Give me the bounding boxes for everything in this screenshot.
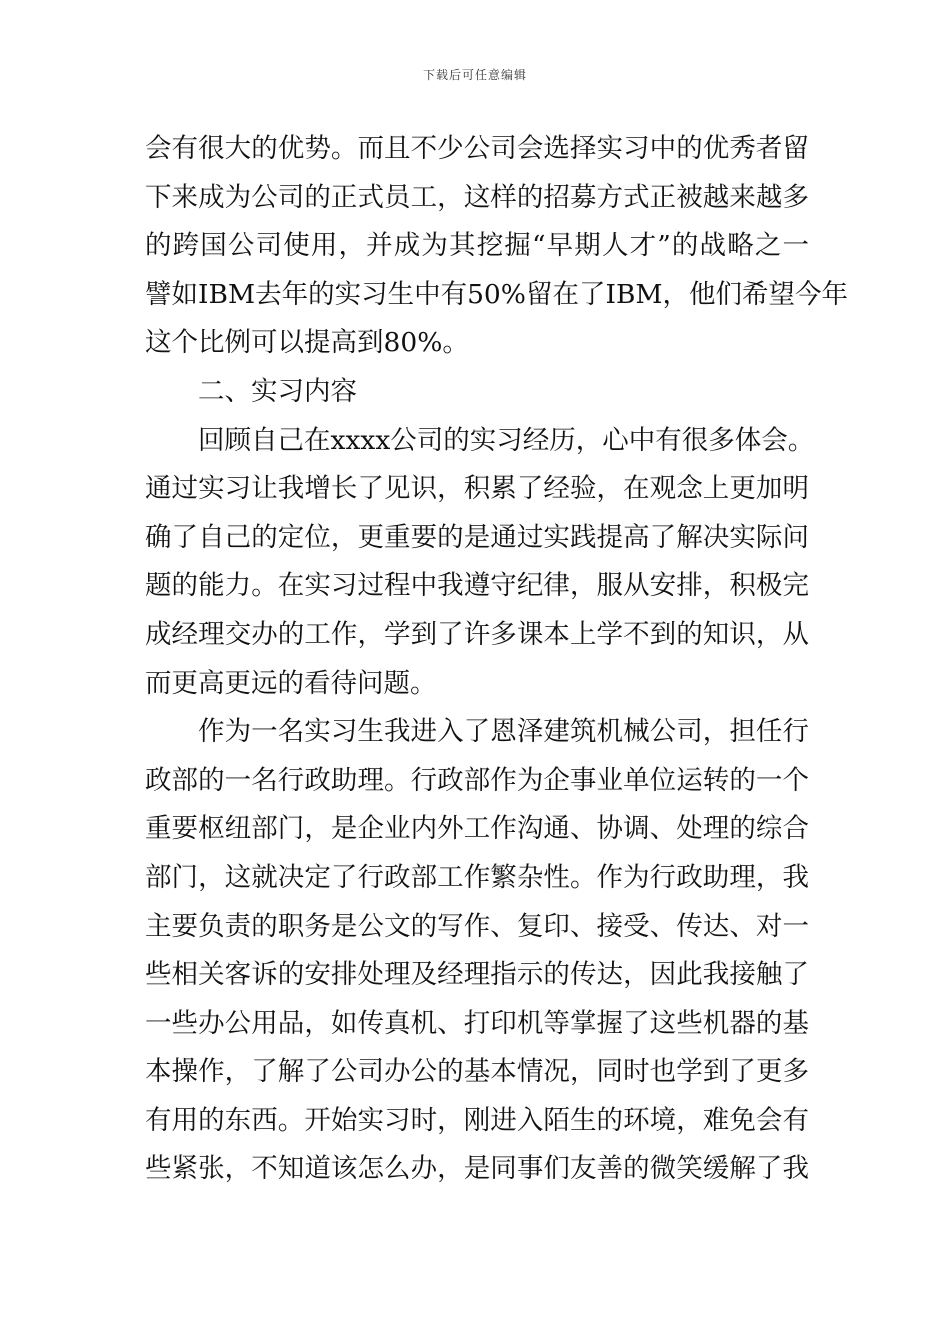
text-line: 重要枢纽部门，是企业内外工作沟通、协调、处理的综合 <box>145 813 809 845</box>
text-line: 通过实习让我增长了见识，积累了经验，在观念上更加明 <box>145 473 809 505</box>
text-line: 的跨国公司使用，并成为其挖掘“早期人才”的战略之一 <box>145 230 809 262</box>
text-line: 譬如IBM去年的实习生中有50%留在了IBM，他们希望今年 <box>145 278 849 310</box>
section-heading: 二、实习内容 <box>198 375 357 407</box>
text-line: 成经理交办的工作，学到了许多课本上学不到的知识，从 <box>145 618 809 650</box>
text-line: 回顾自己在xxxx公司的实习经历，心中有很多体会。 <box>198 424 815 456</box>
text-line: 会有很大的优势。而且不少公司会选择实习中的优秀者留 <box>145 133 809 164</box>
text-line: 部门，这就决定了行政部工作繁杂性。作为行政助理，我 <box>145 861 809 893</box>
text-line: 主要负责的职务是公文的写作、复印、接受、传达、对一 <box>145 910 809 942</box>
text-line: 这个比例可以提高到80%。 <box>145 327 469 359</box>
text-line: 确了自己的定位，更重要的是通过实践提高了解决实际问 <box>145 521 809 553</box>
text-line: 些相关客诉的安排处理及经理指示的传达，因此我接触了 <box>145 959 809 991</box>
text-line: 本操作，了解了公司办公的基本情况，同时也学到了更多 <box>145 1056 809 1088</box>
text-line: 而更高更远的看待问题。 <box>145 667 437 699</box>
text-line: 下来成为公司的正式员工，这样的招募方式正被越来越多 <box>145 181 809 213</box>
text-line: 作为一名实习生我进入了恩泽建筑机械公司，担任行 <box>198 716 809 748</box>
text-line: 政部的一名行政助理。行政部作为企事业单位运转的一个 <box>145 764 809 796</box>
page-header: 下载后可任意编辑 <box>422 68 527 82</box>
text-line: 有用的东西。开始实习时，刚进入陌生的环境，难免会有 <box>145 1104 809 1136</box>
text-line: 一些办公用品，如传真机、打印机等掌握了这些机器的基 <box>145 1007 809 1039</box>
document-body <box>145 125 849 1194</box>
text-line: 些紧张，不知道该怎么办，是同事们友善的微笑缓解了我 <box>145 1153 809 1185</box>
text-line: 题的能力。在实习过程中我遵守纪律，服从安排，积极完 <box>145 570 809 602</box>
